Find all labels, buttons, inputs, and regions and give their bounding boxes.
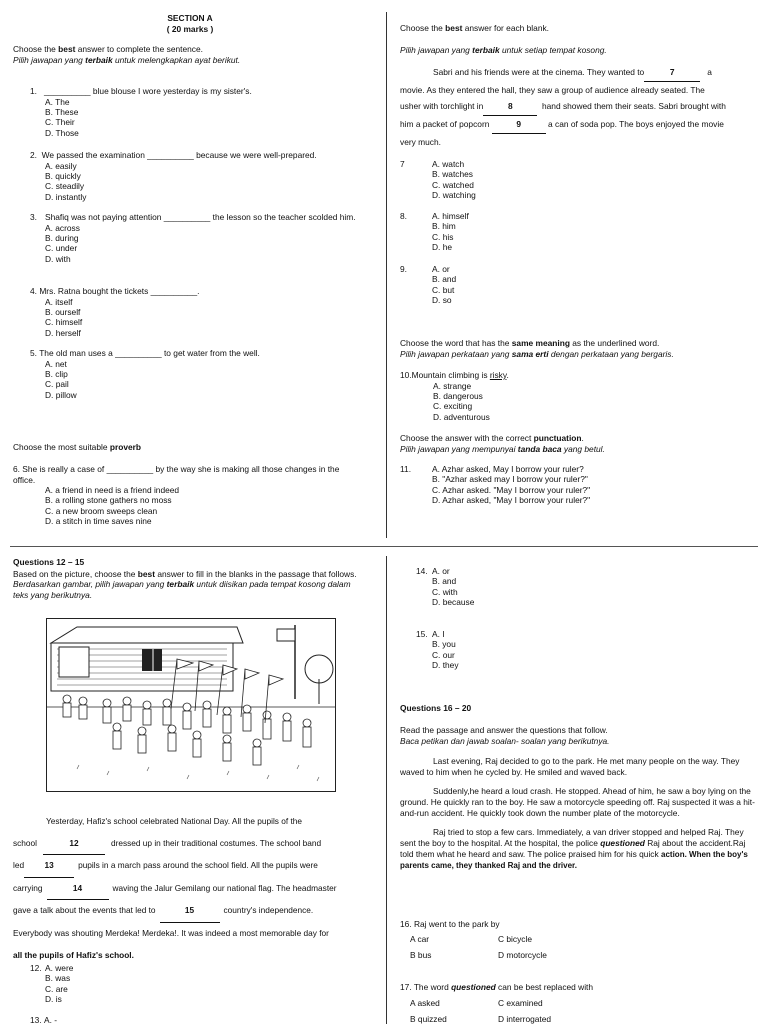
passage-text: him a packet of popcorn (400, 119, 490, 130)
instr-bold: punctuation (533, 433, 582, 443)
question-text: 17. The word (400, 982, 452, 992)
passage-text: pupils in a march pass around the school field. All the pupils were (78, 860, 318, 871)
passage-text: Raj about the accident.Raj told them what he heard and saw. The police praised him for his quick (400, 838, 746, 859)
option-c[interactable]: C. pail (45, 379, 69, 390)
instr-bold: proverb (109, 442, 142, 452)
instr-ms-text: Berdasarkan gambar, pilih jawapan yang (13, 579, 167, 589)
blank-12[interactable]: 12 (43, 833, 105, 856)
option-a[interactable]: A. - (43, 1015, 58, 1025)
option-a[interactable]: A. Azhar asked, May I borrow your ruler? (432, 464, 584, 474)
option-d[interactable]: D. Azhar asked, "May I borrow your ruler?" (432, 495, 591, 506)
question-2 (30, 150, 370, 202)
option-d[interactable]: D. they (432, 660, 459, 671)
option-a[interactable]: A. across (45, 222, 80, 233)
option-c[interactable]: C. Their (45, 117, 75, 128)
passage-text: carrying (13, 882, 43, 893)
option-a[interactable]: A. a friend in need is a friend indeed (45, 485, 180, 495)
option-d[interactable]: D interrogated (498, 1013, 552, 1024)
section-title: SECTION A (167, 13, 213, 23)
question-14 (416, 566, 474, 608)
national-day-picture (46, 618, 336, 792)
passage-text: waving the Jalur Gemilang our national flag. The headmaster (112, 882, 337, 893)
passage-text: Everybody was shouting Merdeka! Merdeka!. It was indeed a most memorable day for (13, 927, 329, 938)
instr-text: answer to complete the sentence. (75, 44, 203, 54)
option-d[interactable]: D. with (45, 253, 71, 264)
option-a[interactable]: A. itself (45, 296, 73, 307)
question-1 (30, 86, 370, 138)
passage-paragraph (400, 827, 760, 871)
question-8 (400, 211, 469, 253)
instr-bold: best (58, 44, 76, 54)
option-a[interactable]: A. were (45, 963, 74, 973)
option-a[interactable]: A. or (432, 264, 450, 274)
question-15 (416, 629, 459, 671)
question-text: can be best replaced with (495, 982, 594, 992)
option-c[interactable]: C. a new broom sweeps clean (45, 505, 158, 516)
question-6 (13, 464, 358, 527)
question-number: 13. (30, 1015, 42, 1025)
option-c[interactable]: C. himself (45, 317, 83, 328)
question-9 (400, 264, 456, 306)
instr-ms-text: untuk melengkapkan ayat berikut. (112, 54, 241, 65)
instructions-1 (13, 44, 373, 65)
question-11 (400, 464, 590, 506)
option-a[interactable]: A. I (432, 629, 445, 639)
instr-text: Choose the (13, 44, 59, 54)
option-d[interactable]: D. adventurous (433, 411, 490, 422)
blank-13[interactable]: 13 (24, 855, 74, 878)
option-b[interactable]: B. him (432, 221, 456, 232)
question-number: 1. (30, 86, 37, 96)
instr-ms-bold: terbaik (472, 44, 500, 55)
passage-paragraph: Last evening, Raj decided to go to the park. He met many people on the way. They waved to him when he cycled by. He smiled and waved back. (400, 756, 740, 777)
option-b[interactable]: B. "Azhar asked may I borrow your ruler?" (432, 474, 588, 485)
passage-text: very much. (400, 136, 441, 147)
underlined-word: risky (489, 370, 507, 380)
q12-15-instructions (13, 557, 365, 600)
option-a[interactable]: A asked (410, 997, 440, 1008)
passage-text: a (707, 67, 712, 77)
instr-ms-text: Pilih jawapan perkataan yang (400, 348, 512, 359)
option-c[interactable]: C. watched (432, 179, 474, 190)
option-c[interactable]: C. our (432, 649, 455, 660)
question-10 (400, 370, 509, 422)
option-c[interactable]: C bicycle (498, 933, 532, 944)
passage-text: usher with torchlight in (400, 101, 484, 112)
option-a[interactable]: A car (410, 933, 430, 944)
option-b[interactable]: B. a rolling stone gathers no moss (45, 495, 172, 506)
question-text: __________ blue blouse I wore yesterday is my sister's. (43, 86, 252, 96)
passage-text: Yesterday, Hafiz's school celebrated National Day. All the pupils of the (46, 816, 303, 826)
option-b[interactable]: B. you (432, 639, 456, 650)
option-b[interactable]: B. quickly (45, 170, 81, 181)
instr-text: as the underlined word. (569, 338, 660, 348)
question-5 (30, 348, 370, 400)
option-b[interactable]: B. ourself (45, 306, 81, 317)
cloze-passage (400, 64, 762, 151)
option-d[interactable]: D. so (432, 295, 452, 306)
column-divider-bottom (386, 556, 387, 1024)
instr-ms-text: untuk diisikan pada tempat kosong dalam teks yang berikutnya. (13, 579, 351, 600)
instr-ms-text: Pilih jawapan yang mempunyai (400, 443, 518, 454)
option-d[interactable]: D. pillow (45, 389, 77, 400)
question-text: The old man uses a __________ to get water from the well. (39, 348, 260, 358)
question-12 (30, 963, 73, 1005)
question-text: We passed the examination __________ because we were well-prepared. (41, 150, 317, 160)
option-c[interactable]: C. but (432, 284, 455, 295)
instr-ms-text: Pilih jawapan yang (13, 54, 86, 65)
passage-text: dressed up in their traditional costumes. The school band (110, 837, 322, 848)
option-c[interactable]: C. Azhar asked. "May I borrow your ruler?" (432, 484, 591, 495)
passage-text: Raj tried to stop a few cars. Immediately, a van driver stopped and helped Raj. They sent the boy to the hospital. At the hospital, the police (400, 827, 744, 848)
keyword: questioned (451, 982, 496, 992)
section-title-block (150, 13, 230, 34)
option-b[interactable]: B. and (432, 274, 457, 285)
instr-ms-text: dengan perkataan yang bergaris. (548, 348, 674, 359)
question-number: 2. (30, 150, 37, 160)
option-b[interactable]: B. and (432, 576, 457, 587)
blank-9[interactable]: 9 (492, 116, 546, 134)
question-number: 5. (30, 348, 37, 358)
section-heading: Questions 16 – 20 (400, 703, 472, 713)
question-text: . (506, 370, 509, 380)
question-number: 15. (416, 629, 428, 639)
section-heading: Questions 12 – 15 (13, 557, 85, 567)
instr-text: Read the passage and answer the questions that follow. (400, 725, 608, 735)
option-a[interactable]: A. easily (45, 160, 77, 171)
passage-text: all the pupils of Hafiz's school. (13, 949, 134, 960)
option-d[interactable]: D. a stitch in time saves nine (45, 516, 152, 527)
option-a[interactable]: A. The (45, 96, 70, 107)
question-number: 12. (30, 963, 42, 973)
passage-text: school (13, 837, 37, 848)
q16-20-passage (400, 756, 760, 871)
question-7 (400, 159, 476, 201)
passage-text: Sabri and his friends were at the cinema. They wanted to (433, 67, 645, 77)
instr-text: answer for each blank. (462, 23, 549, 33)
option-c[interactable]: C. his (432, 231, 454, 242)
blank-7[interactable]: 7 (644, 64, 700, 82)
instr-ms-text: Baca petikan dan jawab soalan- soalan yang berikutnya. (400, 735, 610, 746)
question-number: 7 (400, 159, 405, 169)
instr-ms-bold: terbaik (85, 54, 113, 65)
question-number: 8. (400, 211, 407, 221)
option-a[interactable]: A. watch (432, 159, 465, 169)
question-text: 16. Raj went to the park by (400, 919, 500, 929)
instr-ms-bold: tanda baca (517, 443, 562, 454)
option-d[interactable]: D. watching (432, 190, 476, 201)
instr-ms-text: Pilih jawapan yang (400, 44, 473, 55)
option-c[interactable]: C examined (498, 997, 543, 1008)
question-17 (400, 982, 740, 1034)
instr-ms-text: yang betul. (561, 443, 605, 454)
instr-text: Choose the answer with the correct (400, 433, 534, 443)
option-c[interactable]: C. exciting (433, 401, 473, 412)
option-c[interactable]: C. under (45, 243, 78, 254)
option-a[interactable]: A. strange (433, 380, 472, 391)
option-d[interactable]: D. herself (45, 327, 81, 338)
instr-bold: same meaning (511, 338, 570, 348)
q12-15-passage (13, 811, 368, 966)
option-d[interactable]: D. instantly (45, 191, 87, 202)
question-number: 14. (416, 566, 428, 576)
instr-text: Choose the word that has the (400, 338, 512, 348)
blank-8[interactable]: 8 (483, 98, 537, 116)
option-a[interactable]: A. or (432, 566, 450, 576)
question-text: 6. She is really a case of __________ by the way she is making all those changes in the office. (13, 464, 340, 485)
option-b[interactable]: B quizzed (410, 1013, 447, 1024)
instr-ms-text: untuk setiap tempat kosong. (499, 44, 607, 55)
option-b[interactable]: B. during (45, 232, 79, 243)
question-text: 10.Mountain climbing is (400, 370, 490, 380)
passage-text: hand showed them their seats. Sabri brought with (541, 101, 726, 112)
parade-illustration (47, 619, 335, 791)
option-c[interactable]: C. are (45, 983, 68, 994)
instr-ms-bold: terbaik (166, 579, 195, 589)
blank-15[interactable]: 15 (160, 900, 220, 923)
instr-bold: best (137, 568, 156, 579)
option-b[interactable]: B. These (45, 106, 79, 117)
option-b[interactable]: B. watches (432, 169, 473, 180)
option-d[interactable]: D. he (432, 242, 453, 253)
option-d[interactable]: D motorcycle (498, 949, 547, 960)
instr-text: Based on the picture, choose the (13, 568, 138, 579)
option-d[interactable]: D. because (432, 597, 475, 608)
option-b[interactable]: B bus (410, 949, 432, 960)
question-4 (30, 286, 370, 338)
option-b[interactable]: B. was (45, 973, 71, 984)
punctuation-instructions (400, 433, 760, 454)
page-divider (10, 546, 758, 547)
question-text: Shafiq was not paying attention __________ the lesson so the teacher scolded him. (45, 212, 356, 222)
option-c[interactable]: C. steadily (45, 181, 85, 192)
instr-ms-bold: sama erti (511, 348, 549, 359)
option-d[interactable]: D. is (45, 994, 62, 1005)
proverb-instructions (13, 442, 141, 453)
instr-bold: best (445, 23, 463, 33)
passage-text: movie. As they entered the hall, they saw a group of audience already seated. The (400, 84, 705, 95)
passage-text: gave a talk about the events that led to (13, 905, 156, 916)
question-3 (30, 212, 370, 264)
passage-text: action. When the boy's parents came, they thanked Raj and the driver. (400, 850, 748, 870)
q16-20-instructions (400, 725, 760, 746)
blank-14[interactable]: 14 (47, 878, 109, 901)
section-marks: ( 20 marks ) (166, 23, 214, 34)
option-b[interactable]: B. clip (45, 368, 68, 379)
option-b[interactable]: B. dangerous (433, 390, 483, 401)
question-text: Mrs. Ratna bought the tickets __________. (39, 286, 200, 296)
keyword-questioned: questioned (600, 838, 645, 848)
question-16 (400, 919, 700, 970)
cloze-instructions (400, 23, 760, 55)
option-a[interactable]: A. himself (432, 211, 469, 221)
meaning-instructions (400, 338, 760, 359)
instr-text: Choose the most suitable (13, 442, 110, 452)
passage-text: led (13, 860, 25, 871)
passage-text: country's independence. (223, 905, 314, 916)
question-number: 3. (30, 212, 37, 222)
question-number: 11. (400, 464, 412, 474)
instr-text: Choose the (400, 23, 446, 33)
question-number: 9. (400, 264, 407, 274)
passage-paragraph: Suddenly,he heard a loud crash. He stopped. Ahead of him, he saw a boy lying on the ground. He quickly ran to the boy. He saw a motorcycle speeding off. Raj suspected it was a hit-and-run accident. He quickly took down the number plate of the motorcycle. (400, 786, 755, 818)
option-d[interactable]: D. Those (45, 127, 79, 138)
option-a[interactable]: A. net (45, 358, 67, 369)
option-c[interactable]: C. with (432, 586, 458, 597)
column-divider-top (386, 12, 387, 538)
question-number: 4. (30, 286, 37, 296)
passage-text: a can of soda pop. The boys enjoyed the movie (548, 119, 724, 130)
instr-text: answer to fill in the blanks in the passage that follows. (155, 568, 357, 579)
instr-text: . (581, 433, 584, 443)
